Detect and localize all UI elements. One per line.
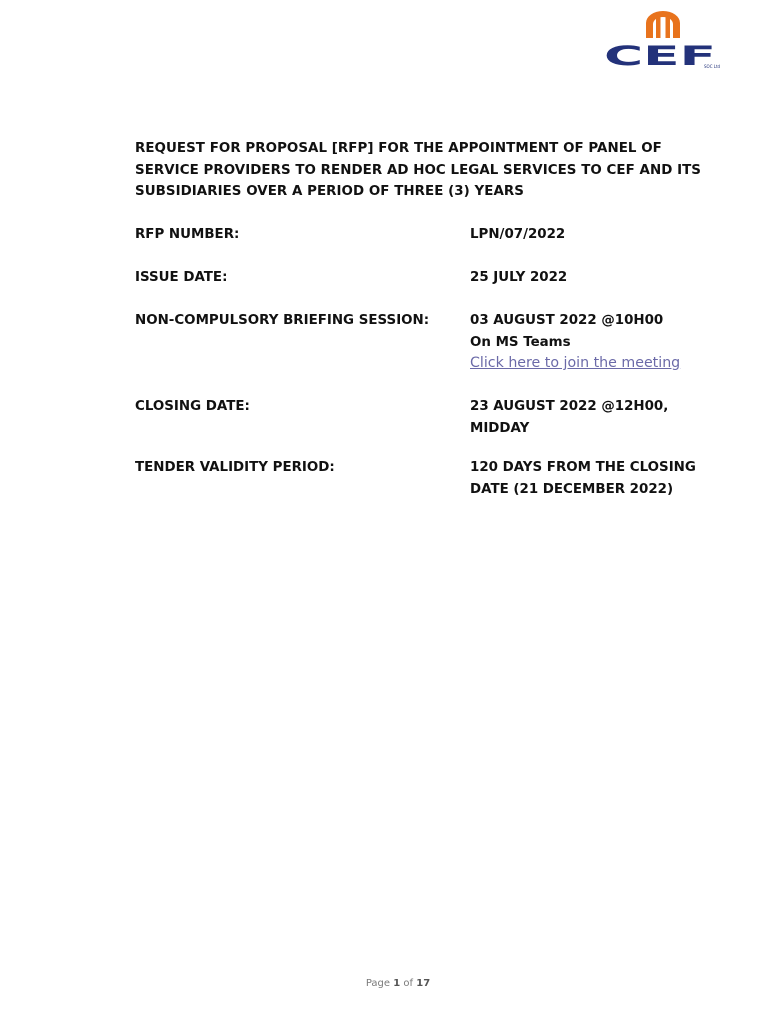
validity-line1: 120 DAYS FROM THE CLOSING xyxy=(470,460,696,475)
closing-date-line2: MIDDAY xyxy=(470,420,530,436)
validity-line2: DATE (21 DECEMBER 2022) xyxy=(470,481,674,497)
briefing-platform: On MS Teams xyxy=(470,334,571,350)
closing-date-label: CLOSING DATE: xyxy=(135,399,250,414)
join-meeting-link[interactable]: Click here to join the meeting xyxy=(470,355,681,371)
rfp-number-label: RFP NUMBER: xyxy=(135,227,240,242)
page-word: Page xyxy=(365,978,391,989)
briefing-block xyxy=(470,310,730,375)
validity-block xyxy=(470,457,730,500)
cef-logo-graphic xyxy=(600,8,726,70)
logo-text: CEF xyxy=(604,41,716,70)
page-footer xyxy=(0,978,770,989)
total-pages: 17 xyxy=(416,978,431,989)
cef-logo xyxy=(600,8,726,70)
closing-date-line1: 23 AUGUST 2022 @12H00, xyxy=(470,399,669,414)
briefing-label: NON-COMPULSORY BRIEFING SESSION: xyxy=(135,313,430,328)
logo-subtext: SOC Ltd xyxy=(704,64,721,69)
issue-date-value: 25 JULY 2022 xyxy=(470,270,568,285)
validity-label: TENDER VALIDITY PERIOD: xyxy=(135,460,335,475)
closing-date-block xyxy=(470,396,730,439)
of-word: of xyxy=(403,978,414,989)
document-title: REQUEST FOR PROPOSAL [RFP] FOR THE APPOINTMENT OF PANEL OF SERVICE PROVIDERS TO RENDER AD HOC LEGAL SERVICES TO CEF AND ITS SUBSIDIARIES OVER A PERIOD OF THREE (3) YEARS xyxy=(135,141,701,199)
issue-date-label: ISSUE DATE: xyxy=(135,270,228,285)
rfp-number-value: LPN/07/2022 xyxy=(470,227,566,242)
briefing-date: 03 AUGUST 2022 @10H00 xyxy=(470,313,664,328)
current-page: 1 xyxy=(393,978,401,989)
